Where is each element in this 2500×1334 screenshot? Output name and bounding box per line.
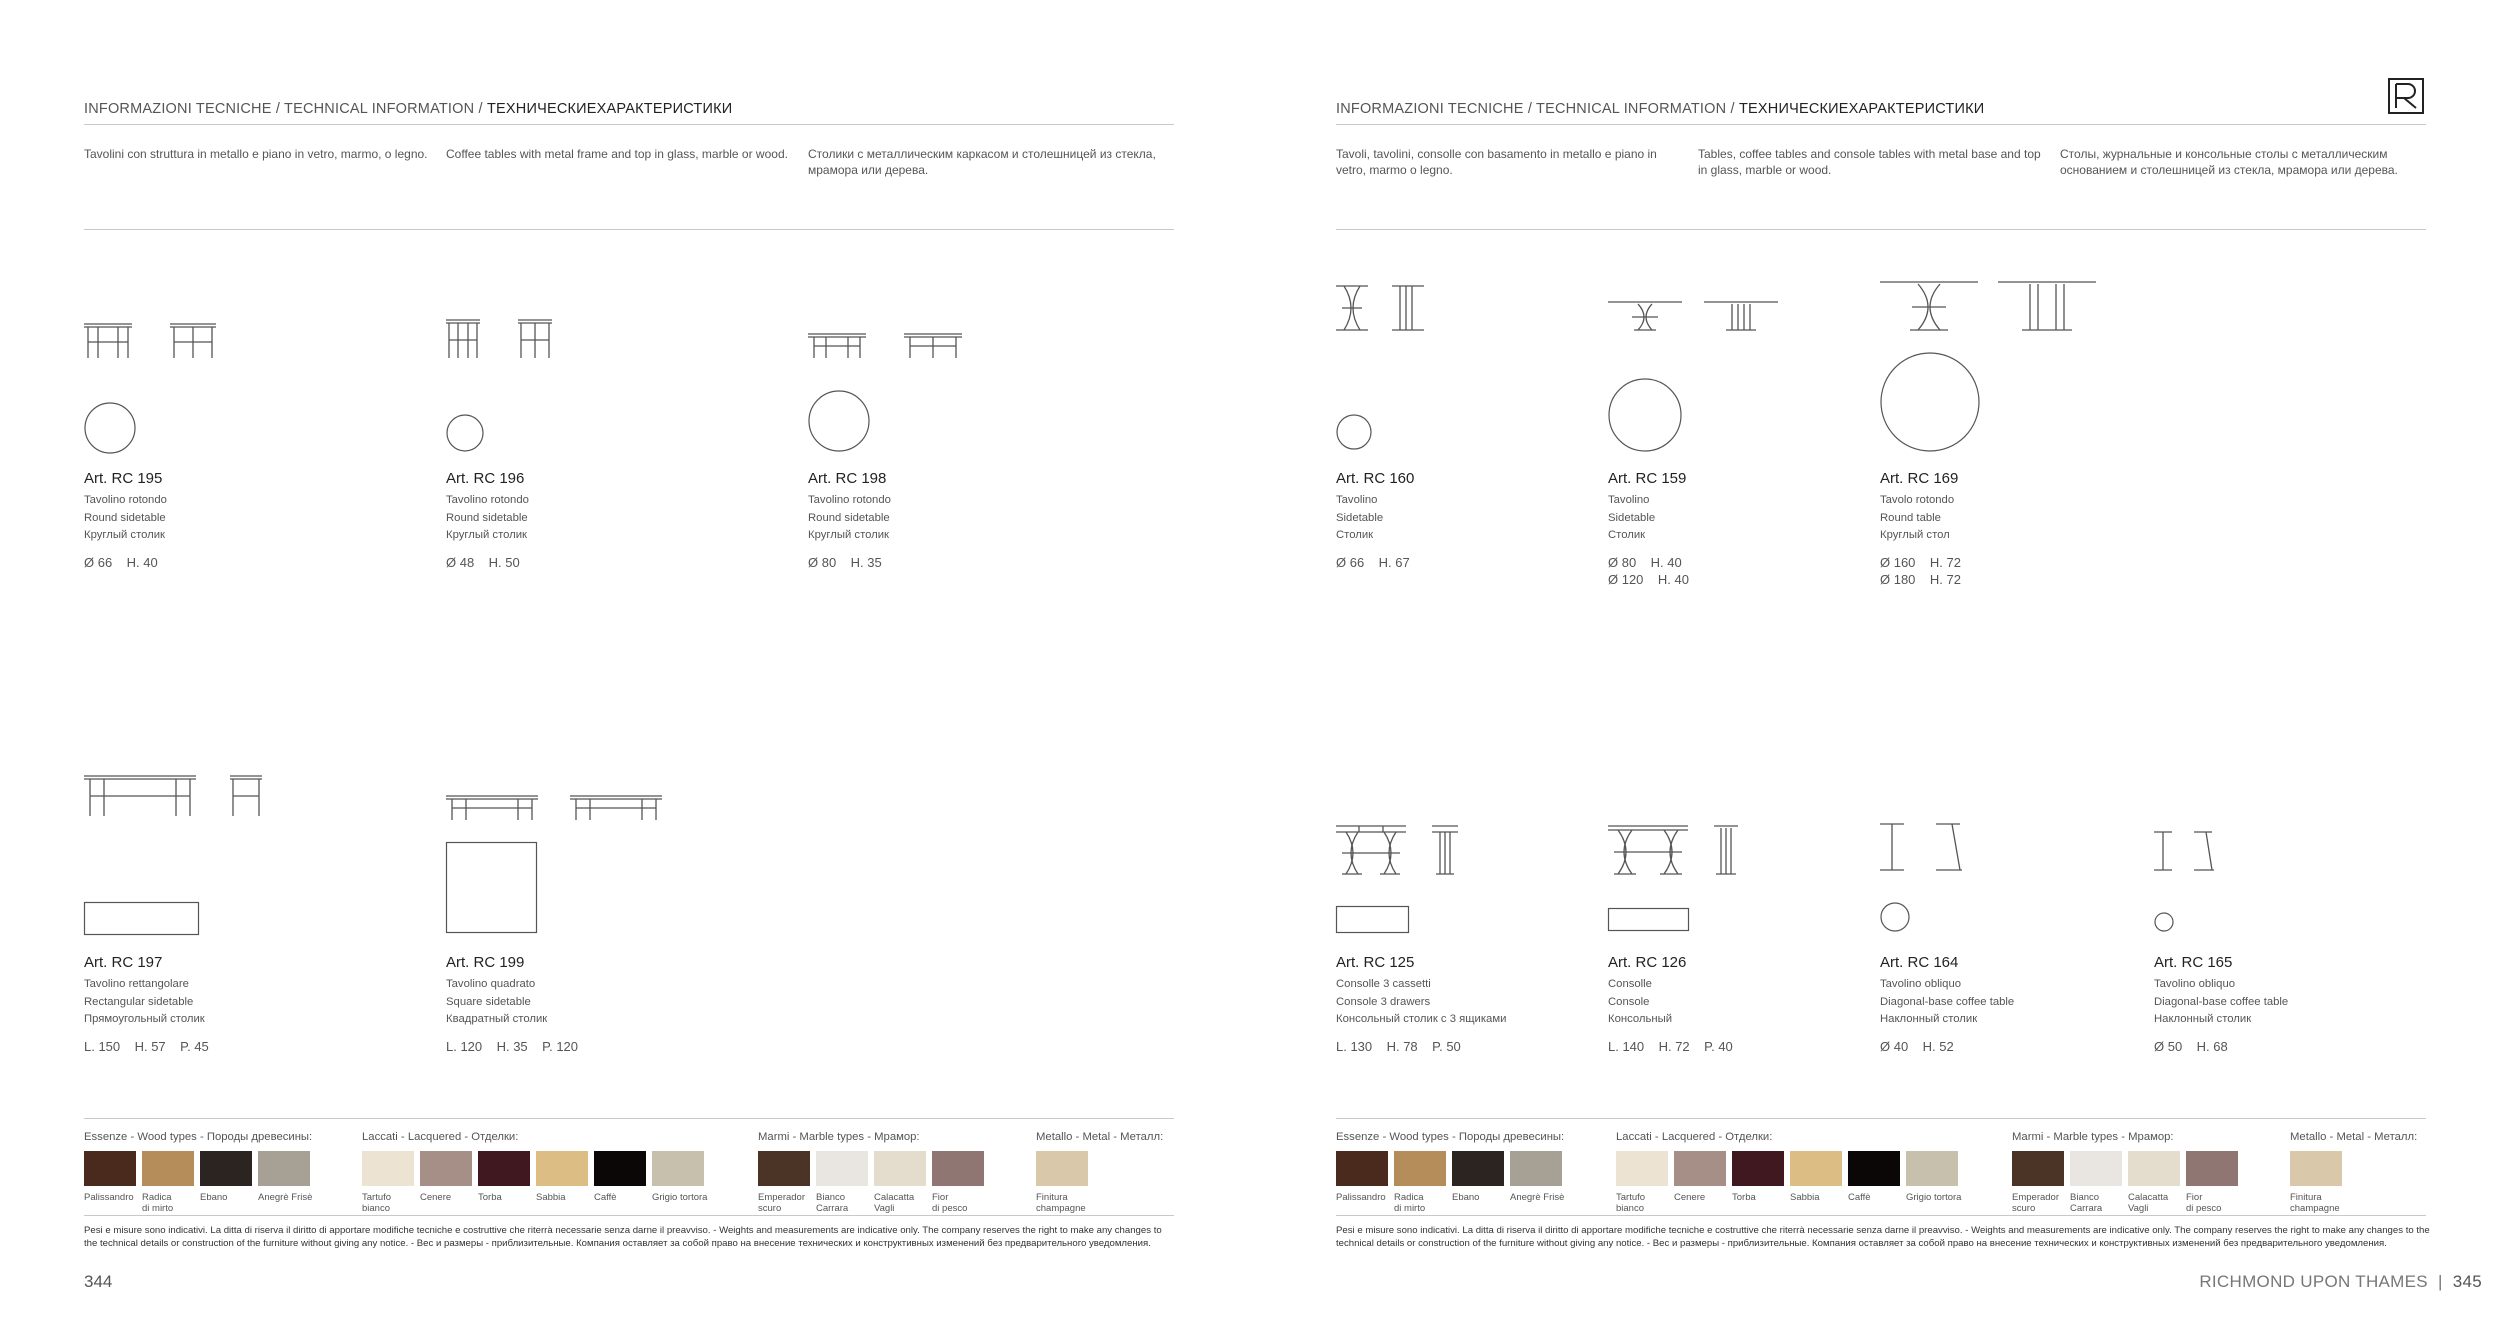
material-swatch [816, 1151, 868, 1186]
material-swatch-label: Sabbia [536, 1192, 566, 1203]
divider [1336, 124, 2426, 125]
product-desc: Круглый столик [84, 529, 165, 541]
materials-wood-title: Essenze - Wood types - Породы древесины: [84, 1131, 313, 1143]
material-swatch-label: Emperador scuro [2012, 1192, 2059, 1214]
material-swatch-label: Bianco Carrara [816, 1192, 849, 1214]
brand-logo-icon [2388, 78, 2424, 114]
table-elevation-drawing [446, 318, 566, 362]
table-plan-drawing [1336, 906, 1410, 934]
table-elevation-drawing [808, 332, 968, 362]
product-rc126 [1608, 954, 1868, 1055]
table-elevation-drawing [446, 794, 666, 824]
materials-wood-title: Essenze - Wood types - Породы древесины: [1336, 1131, 1565, 1143]
material-swatch-label: Tartufo bianco [362, 1192, 392, 1214]
table-plan-drawing [1880, 352, 1982, 454]
material-swatch-label: Calacatta Vagli [874, 1192, 915, 1214]
product-rc165 [2154, 954, 2414, 1055]
product-desc: Sidetable [1608, 511, 1656, 524]
product-title: Art. RC 169 [1880, 470, 1959, 487]
intro-english: Tables, coffee tables and console tables with metal base and top in glass, marble or wood. [1698, 147, 2041, 177]
page-number: 344 [84, 1272, 113, 1291]
product-desc: Consolle [1608, 978, 1652, 990]
header-bold: ТЕХНИЧЕСКИЕХАРАКТЕРИСТИКИ [487, 101, 733, 117]
table-plan-drawing [1336, 414, 1374, 452]
table-elevation-drawing [1608, 824, 1758, 878]
divider [1336, 1215, 2426, 1216]
product-desc: Sidetable [1336, 511, 1384, 524]
page-header [84, 101, 732, 117]
product-dimensions: Ø 40 H. 52 [1880, 1038, 1954, 1054]
table-elevation-drawing [2154, 830, 2224, 874]
material-swatch [1616, 1151, 1668, 1186]
product-desc: Rectangular sidetable [84, 995, 194, 1008]
product-desc: Tavolino [1336, 494, 1378, 506]
header-prefix: INFORMAZIONI TECNICHE / TECHNICAL INFORMATION / [84, 101, 487, 117]
product-rc195 [84, 470, 344, 571]
material-swatch-label: Grigio tortora [652, 1192, 708, 1203]
material-swatch [2290, 1151, 2342, 1186]
divider [84, 124, 1174, 125]
product-title: Art. RC 160 [1336, 470, 1415, 487]
table-plan-drawing [84, 402, 136, 454]
table-plan-drawing [2154, 912, 2176, 934]
table-elevation-drawing [1336, 824, 1476, 878]
material-swatch [2012, 1151, 2064, 1186]
material-swatch-label: Caffè [594, 1192, 617, 1203]
table-elevation-drawing [84, 774, 274, 820]
materials-metal-title: Metallo - Metal - Металл: [2290, 1131, 2418, 1143]
material-swatch [1394, 1151, 1446, 1186]
page-number: 345 [2452, 1272, 2482, 1291]
product-desc: Diagonal-base coffee table [2154, 995, 2289, 1008]
material-swatch-label: Emperador scuro [758, 1192, 805, 1214]
product-desc: Наклонный столик [1880, 1013, 1978, 1025]
product-desc: Tavolo rotondo [1880, 494, 1955, 506]
material-swatch [594, 1151, 646, 1186]
disclaimer: Pesi e misure sono indicativi. La ditta di riserva il diritto di apportare modifiche tecniche e costruttive che riterrà necessarie senza darne il preavviso. - Weights and measurements are indicative only. The company reserves the right to make any changes to the technical details or construction of the furniture without giving any notice. - Вес и размеры - приблизительные. Компания оставляет за собой право на внесение технических и конструктивных изменений без предварительного уведомления. [1336, 1225, 2430, 1249]
product-title: Art. RC 126 [1608, 954, 1687, 971]
product-desc: Console 3 drawers [1336, 995, 1431, 1008]
material-swatch-label: Torba [1732, 1192, 1756, 1203]
material-swatch [2070, 1151, 2122, 1186]
product-dimensions: Ø 120 H. 40 [1608, 572, 1689, 587]
product-rc169 [1880, 470, 2140, 589]
product-dimensions: Ø 160 H. 72 [1880, 554, 1961, 570]
material-swatch-label: Fior di pesco [932, 1192, 968, 1214]
materials-lacquer-title: Laccati - Lacquered - Отделки: [362, 1131, 519, 1143]
product-desc: Round sidetable [446, 511, 528, 524]
product-rc125 [1336, 954, 1596, 1055]
product-dimensions: Ø 80 H. 35 [808, 554, 882, 570]
intro-russian: Столики с металлическим каркасом и столешницей из стекла, мрамора или дерева. [808, 147, 1156, 177]
product-desc: Наклонный столик [2154, 1013, 2252, 1025]
table-elevation-drawing [1336, 284, 1436, 334]
product-title: Art. RC 196 [446, 470, 525, 487]
product-desc: Tavolino obliquo [2154, 978, 2236, 990]
product-desc: Круглый стол [1880, 529, 1950, 541]
product-rc196 [446, 470, 706, 571]
product-dimensions: Ø 48 H. 50 [446, 554, 520, 570]
product-desc: Прямоугольный столик [84, 1013, 205, 1025]
material-swatch [652, 1151, 704, 1186]
product-dimensions: Ø 50 H. 68 [2154, 1038, 2228, 1054]
header-bold: ТЕХНИЧЕСКИЕХАРАКТЕРИСТИКИ [1739, 101, 1985, 117]
product-desc: Console [1608, 995, 1650, 1008]
product-title: Art. RC 199 [446, 954, 525, 971]
table-elevation-drawing [1608, 300, 1828, 334]
product-desc: Diagonal-base coffee table [1880, 995, 2015, 1008]
disclaimer: Pesi e misure sono indicativi. La ditta di riserva il diritto di apportare modifiche tecniche e costruttive che riterrà necessarie senza darne il preavviso. - Weights and measurements are indicative only. The company reserves the right to make any changes to the technical details or construction of the furniture without giving any notice. - Вес и размеры - приблизительные. Компания оставляет за собой право на внесение технических и конструктивных изменений без предварительного уведомления. [84, 1225, 1162, 1249]
table-plan-drawing [1608, 908, 1690, 932]
product-title: Art. RC 198 [808, 470, 887, 487]
material-swatch-label: Calacatta Vagli [2128, 1192, 2169, 1214]
product-desc: Tavolino rotondo [808, 494, 891, 506]
material-swatch-label: Finitura champagne [1036, 1192, 1086, 1214]
product-desc: Столик [1336, 529, 1374, 541]
material-swatch-label: Caffè [1848, 1192, 1871, 1203]
material-swatch-label: Bianco Carrara [2070, 1192, 2103, 1214]
product-dimensions: Ø 80 H. 40 [1608, 554, 1682, 570]
intro-italian: Tavoli, tavolini, consolle con basamento in metallo e piano in vetro, marmo o legno. [1336, 147, 1657, 177]
material-swatch [142, 1151, 194, 1186]
table-elevation-drawing [84, 322, 224, 362]
divider [1336, 1118, 2426, 1119]
intro-italian: Tavolini con struttura in metallo e piano in vetro, marmo, o legno. [84, 147, 428, 161]
table-elevation-drawing [1880, 280, 2110, 334]
product-desc: Tavolino quadrato [446, 978, 536, 990]
table-plan-drawing [446, 842, 538, 934]
material-swatch [258, 1151, 310, 1186]
material-swatch-label: Anegrè Frisè [258, 1192, 313, 1203]
table-plan-drawing [1880, 902, 1912, 934]
product-title: Art. RC 125 [1336, 954, 1415, 971]
material-swatch-label: Torba [478, 1192, 502, 1203]
material-swatch [1336, 1151, 1388, 1186]
product-desc: Консольный [1608, 1013, 1673, 1025]
product-dimensions: L. 120 H. 35 P. 120 [446, 1038, 579, 1054]
material-swatch [932, 1151, 984, 1186]
material-swatch-label: Grigio tortora [1906, 1192, 1962, 1203]
materials-marble-title: Marmi - Marble types - Мрамор: [2012, 1131, 2174, 1143]
material-swatch [1510, 1151, 1562, 1186]
product-dimensions: Ø 66 H. 40 [84, 554, 158, 570]
material-swatch [1906, 1151, 1958, 1186]
material-swatch [1732, 1151, 1784, 1186]
product-desc: Квадратный столик [446, 1013, 548, 1025]
header-prefix: INFORMAZIONI TECNICHE / TECHNICAL INFORMATION / [1336, 101, 1739, 117]
product-title: Art. RC 195 [84, 470, 163, 487]
product-desc: Круглый столик [808, 529, 889, 541]
product-title: Art. RC 197 [84, 954, 163, 971]
material-swatch-label: Radica di mirto [142, 1192, 174, 1214]
material-swatch [1790, 1151, 1842, 1186]
product-rc198 [808, 470, 1068, 571]
product-dimensions: L. 150 H. 57 P. 45 [84, 1038, 209, 1054]
product-desc: Tavolino obliquo [1880, 978, 1962, 990]
material-swatch [420, 1151, 472, 1186]
product-desc: Tavolino rotondo [446, 494, 529, 506]
material-swatch-label: Ebano [1452, 1192, 1480, 1203]
product-desc: Tavolino [1608, 494, 1650, 506]
divider [84, 229, 1174, 230]
intro-russian: Столы, журнальные и консольные столы с металлическим основанием и столешницей из стекла, мрамора или дерева. [2060, 147, 2398, 177]
product-desc: Консольный столик с 3 ящиками [1336, 1013, 1507, 1025]
material-swatch-label: Palissandro [1336, 1192, 1386, 1203]
divider [84, 1118, 1174, 1119]
material-swatch-label: Anegrè Frisè [1510, 1192, 1565, 1203]
material-swatch [2186, 1151, 2238, 1186]
brand-name: RICHMOND UPON THAMES [2199, 1272, 2428, 1291]
material-swatch-label: Radica di mirto [1394, 1192, 1426, 1214]
product-desc: Square sidetable [446, 995, 531, 1008]
product-desc: Round sidetable [84, 511, 166, 524]
material-swatch-label: Tartufo bianco [1616, 1192, 1646, 1214]
product-desc: Round table [1880, 511, 1941, 524]
material-swatch [200, 1151, 252, 1186]
divider [1336, 229, 2426, 230]
product-title: Art. RC 165 [2154, 954, 2233, 971]
material-swatch-label: Fior di pesco [2186, 1192, 2222, 1214]
material-swatch [84, 1151, 136, 1186]
material-swatch [758, 1151, 810, 1186]
product-rc197 [84, 954, 344, 1055]
table-elevation-drawing [1880, 822, 1980, 872]
material-swatch [1848, 1151, 1900, 1186]
table-plan-drawing [808, 390, 870, 452]
divider [84, 1215, 1174, 1216]
material-swatch-label: Cenere [1674, 1192, 1706, 1203]
material-swatch [1452, 1151, 1504, 1186]
materials-lacquer-title: Laccati - Lacquered - Отделки: [1616, 1131, 1773, 1143]
table-plan-drawing [446, 414, 486, 454]
material-swatch-label: Palissandro [84, 1192, 134, 1203]
material-swatch-label: Cenere [420, 1192, 452, 1203]
material-swatch-label: Finitura champagne [2290, 1192, 2340, 1214]
footer-brand: RICHMOND UPON THAMES | 345 [2199, 1272, 2482, 1291]
product-desc: Круглый столик [446, 529, 527, 541]
material-swatch [478, 1151, 530, 1186]
product-title: Art. RC 164 [1880, 954, 1959, 971]
table-plan-drawing [84, 902, 200, 936]
product-dimensions: Ø 180 H. 72 [1880, 572, 1961, 587]
intro-english: Coffee tables with metal frame and top in glass, marble or wood. [446, 147, 788, 161]
product-rc159 [1608, 470, 1868, 589]
materials-metal-title: Metallo - Metal - Металл: [1036, 1131, 1164, 1143]
product-dimensions: Ø 66 H. 67 [1336, 554, 1410, 570]
product-rc199 [446, 954, 706, 1055]
product-title: Art. RC 159 [1608, 470, 1687, 487]
product-desc: Round sidetable [808, 511, 890, 524]
product-dimensions: L. 140 H. 72 P. 40 [1608, 1038, 1733, 1054]
material-swatch [2128, 1151, 2180, 1186]
product-desc: Столик [1608, 529, 1646, 541]
product-dimensions: L. 130 H. 78 P. 50 [1336, 1038, 1461, 1054]
material-swatch [1674, 1151, 1726, 1186]
material-swatch-label: Sabbia [1790, 1192, 1820, 1203]
product-desc: Consolle 3 cassetti [1336, 978, 1431, 990]
material-swatch [362, 1151, 414, 1186]
material-swatch [874, 1151, 926, 1186]
material-swatch [536, 1151, 588, 1186]
material-swatch [1036, 1151, 1088, 1186]
materials-marble-title: Marmi - Marble types - Мрамор: [758, 1131, 920, 1143]
material-swatch-label: Ebano [200, 1192, 228, 1203]
page-right [1250, 0, 2500, 1334]
table-plan-drawing [1608, 378, 1684, 454]
product-rc160 [1336, 470, 1596, 571]
product-desc: Tavolino rettangolare [84, 978, 189, 990]
page-header [1336, 101, 1984, 117]
product-rc164 [1880, 954, 2140, 1055]
product-desc: Tavolino rotondo [84, 494, 167, 506]
